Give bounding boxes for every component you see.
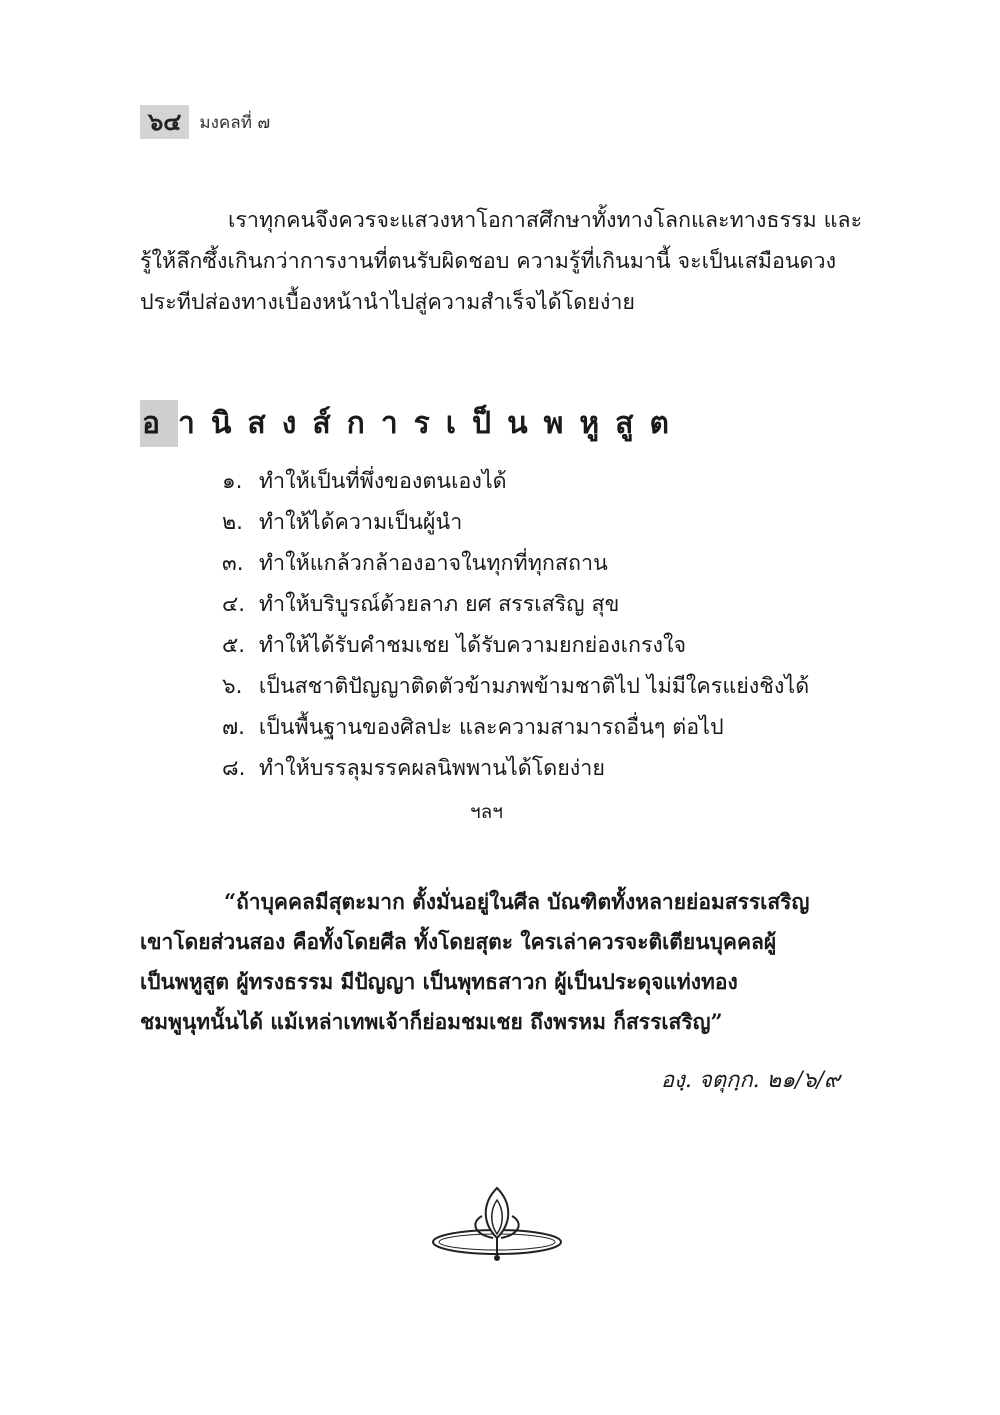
intro-line: เราทุกคนจึงควรจะแสวงหาโอกาสศึกษาทั้งทางโลกและทางธรรม และ <box>228 208 863 233</box>
list-item <box>222 625 809 666</box>
citation: องฺ. จตุกฺก. ๒๑/๖/๙ <box>660 1068 840 1093</box>
quote-block <box>140 882 840 1042</box>
item-number: ๘. <box>222 756 246 781</box>
lotus-lamp-icon <box>427 1180 567 1270</box>
item-text: ทำให้ได้ความเป็นผู้นำ <box>258 510 463 535</box>
intro-paragraph <box>140 200 863 323</box>
quote-line: เขาโดยส่วนสอง คือทั้งโดยศีล ทั้งโดยสุตะ ใครเล่าควรจะติเตียนบุคคลผู้ <box>140 929 777 954</box>
item-text: ทำให้บริบูรณ์ด้วยลาภ ยศ สรรเสริญ สุข <box>258 592 620 617</box>
item-number: ๗. <box>222 715 246 740</box>
item-text: ทำให้บรรลุมรรคผลนิพพานได้โดยง่าย <box>258 756 605 781</box>
heading-rest: านิสงส์การเป็นพหูสูต <box>178 405 685 441</box>
list-item <box>222 584 809 625</box>
quote-line: “ถ้าบุคคลมีสุตะมาก ตั้งมั่นอยู่ในศีล บัณฑิตทั้งหลายย่อมสรรเสริญ <box>224 889 810 914</box>
quote-line: ชมพูนุทนั้นได้ แม้เหล่าเทพเจ้าก็ย่อมชมเชย ถึงพรหม ก็สรรเสริญ” <box>140 1009 723 1034</box>
list-item <box>222 502 809 543</box>
intro-line: ประทีปส่องทางเบื้องหน้านำไปสู่ความสำเร็จได้โดยง่าย <box>140 290 635 315</box>
list-item <box>222 666 809 707</box>
section-heading <box>140 400 685 446</box>
item-text: ทำให้แกล้วกล้าองอาจในทุกที่ทุกสถาน <box>258 551 608 576</box>
item-number: ๒. <box>222 510 244 535</box>
page-header <box>140 104 270 140</box>
intro-line: รู้ให้ลึกซึ้งเกินกว่าการงานที่ตนรับผิดชอบ ความรู้ที่เกินมานี้ จะเป็นเสมือนดวง <box>140 249 837 274</box>
page-number: ๖๔ <box>140 105 189 139</box>
section-label: มงคลที่ ๗ <box>199 112 271 133</box>
list-item <box>222 748 809 789</box>
quote-line: เป็นพหูสูต ผู้ทรงธรรม มีปัญญา เป็นพุทธสาวก ผู้เป็นประดุจแท่งทอง <box>140 969 738 994</box>
item-text: เป็นพื้นฐานของศิลปะ และความสามารถอื่นๆ ต่อไป <box>258 715 724 740</box>
item-number: ๑. <box>222 469 243 494</box>
item-number: ๓. <box>222 551 244 576</box>
item-number: ๔. <box>222 592 246 617</box>
item-text: ทำให้ได้รับคำชมเชย ได้รับความยกย่องเกรงใจ <box>258 633 687 658</box>
benefits-list <box>222 461 809 789</box>
item-text: ทำให้เป็นที่พึ่งของตนเองได้ <box>258 469 507 494</box>
item-number: ๖. <box>222 674 243 699</box>
list-item <box>222 543 809 584</box>
item-text: เป็นสชาติปัญญาติดตัวข้ามภพข้ามชาติไป ไม่มีใครแย่งชิงได้ <box>258 674 810 699</box>
heading-first-letter: อ <box>140 400 178 447</box>
item-number: ๕. <box>222 633 246 658</box>
list-item <box>222 707 809 748</box>
etc-mark: ฯลฯ <box>470 801 503 823</box>
list-item <box>222 461 809 502</box>
